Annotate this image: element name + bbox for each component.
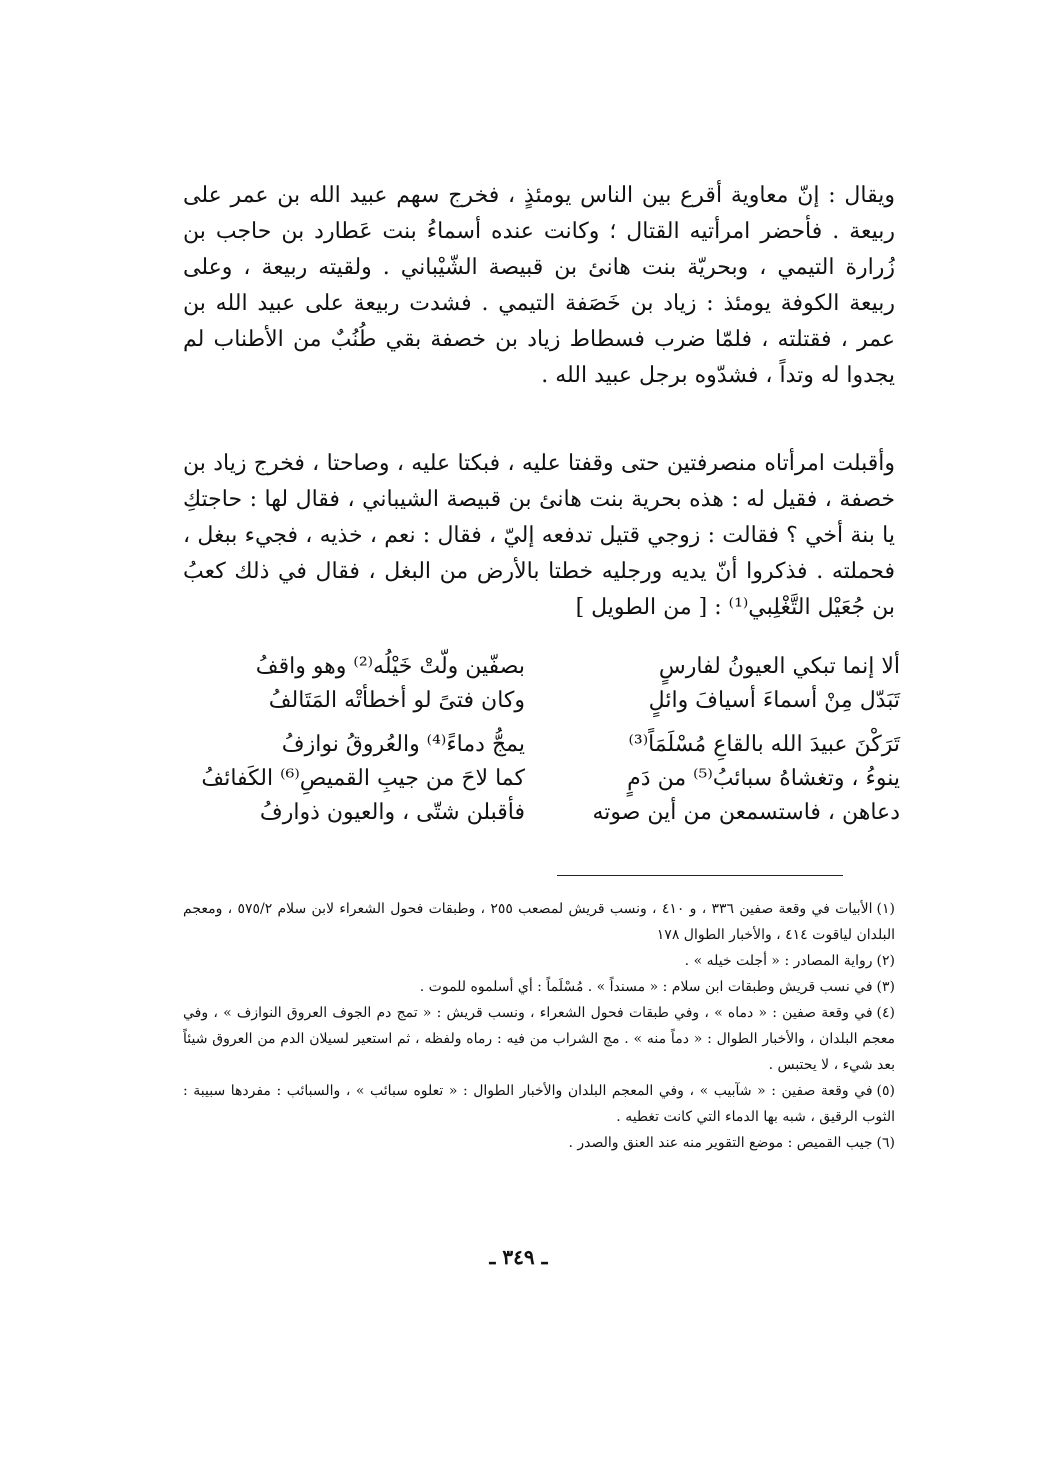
verse-line <box>201 762 900 796</box>
paragraph-1 <box>183 178 895 394</box>
footnote-number: (٤) <box>876 1005 895 1021</box>
paragraph-2-text: وأقبلت امرأتاه منصرفتين حتى وقفتا عليه ، فبكتا عليه ، وصاحتا ، فخرج زياد بن خصفة ، فقيل له : هذه بحرية بنت هانئ بن قبيصة الشيباني ، فقال لها : حاجتكِ يا بنة أخي ؟ فقالت : زوجي قتيل تدفعه إليّ ، فقال : نعم ، خذيه ، فجيء ببغل ، فحملته . فذكروا أنّ يديه ورجليه خطتا بالأرض من البغل ، فقال في ذلك كعبُ بن جُعَيْل التَّغْلِبي⁽¹⁾ : [ من الطويل ] <box>183 451 895 620</box>
footnote-number: (٢) <box>876 953 895 969</box>
verse-first-hemistich: تَرَكْنَ عبيدَ الله بالقاعِ مُسْلَمَاً⁽³⁾ <box>628 732 900 757</box>
footnote <box>183 1130 895 1156</box>
poem <box>201 650 900 830</box>
footnote-number: (٦) <box>876 1135 895 1151</box>
footnote <box>183 948 895 974</box>
verse-first-hemistich: دعاهن ، فاستسمعن من أين صوته <box>592 800 900 825</box>
footnote <box>183 1078 895 1130</box>
footnote <box>183 1000 895 1078</box>
verse-second-hemistich: بصفّين ولّتْ خَيْلُه⁽²⁾ وهو واقفُ <box>255 654 525 679</box>
verse-line <box>225 650 900 684</box>
footnote <box>183 974 895 1000</box>
verse-line <box>225 728 900 762</box>
footnote <box>183 896 895 948</box>
verse-second-hemistich: فأقبلن شتّى ، والعيون ذوارفُ <box>259 800 525 825</box>
footnotes <box>183 896 895 1156</box>
paragraph-2 <box>183 446 895 626</box>
verse-first-hemistich: ألا إنما تبكي العيونُ لفارسٍ <box>658 654 900 679</box>
footnote-separator <box>557 875 843 876</box>
footnote-number: (١) <box>876 901 895 917</box>
footnote-text: رواية المصادر : « أجلت خيله » . <box>684 953 873 969</box>
footnote-number: (٥) <box>876 1083 895 1099</box>
verse-second-hemistich: كما لاحَ من جيبِ القميصِ⁽⁶⁾ الكَفائفُ <box>201 766 525 791</box>
verse-line <box>225 684 900 718</box>
verse-line <box>225 796 900 830</box>
verse-first-hemistich: ينوءُ ، وتغشاهُ سبائبُ⁽⁵⁾ من دَمٍ <box>627 766 900 791</box>
verse-second-hemistich: وكان فتىً لو أخطأتْه المَتَالفُ <box>268 688 525 713</box>
verse-first-hemistich: تَبَدّل مِنْ أسماءَ أسيافَ وائلٍ <box>648 688 900 713</box>
verse-second-hemistich: يمجُّ دماءً⁽⁴⁾ والعُروقُ نوازفُ <box>281 732 525 757</box>
paragraph-1-text: ويقال : إنّ معاوية أقرع بين الناس يومئذٍ ، فخرج سهم عبيد الله بن عمر على ربيعة . فأحضر امرأتيه القتال ؛ وكانت عنده أسماءُ بنت عَطارد بن حاجب بن زُرارة التيمي ، وبحريّة بنت هانئ بن قبيصة الشّيْباني . ولقيته ربيعة ، وعلى ربيعة الكوفة يومئذ : زياد بن خَصَفة التيمي . فشدت ربيعة على عبيد الله بن عمر ، فقتلته ، فلمّا ضرب فسطاط زياد بن خصفة بقي طُنُبٌ من الأطناب لم يجدوا له وتداً ، فشدّوه برجل عبيد الله . <box>183 183 895 388</box>
footnote-text: في وقعة صفين : « دماه » ، وفي طبقات فحول الشعراء ، ونسب قريش : « تمج دم الجوف العروق النوازف » ، وفي معجم البلدان ، والأخبار الطوال : « دماً منه » . مج الشراب من فيه : رماه ولفظه ، ثم استعير لسيلان الدم من العروق شيئاً بعد شيء ، لا يحتبس . <box>183 1005 895 1073</box>
footnote-text: الأبيات في وقعة صفين ٣٣٦ ، و ٤١٠ ، ونسب قريش لمصعب ٢٥٥ ، وطبقات فحول الشعراء لابن سلام ٥٧٥/٢ ، ومعجم البلدان لياقوت ٤١٤ ، والأخبار الطوال ١٧٨ <box>183 901 895 943</box>
page-number: ـ ٣٤٩ ـ <box>489 1245 548 1269</box>
footnote-text: جيب القميص : موضع التقوير منه عند العنق والصدر . <box>568 1135 873 1151</box>
footnote-number: (٣) <box>876 979 895 995</box>
footnote-text: في نسب قريش وطبقات ابن سلام : « مسنداً » . مُسْلَماً : أي أسلموه للموت . <box>419 979 873 995</box>
footnote-text: في وقعة صفين : « شآبيب » ، وفي المعجم البلدان والأخبار الطوال : « تعلوه سبائب » ، والسبائب : مفردها سبيبة : الثوب الرقيق ، شبه بها الدماء التي كانت تغطيه . <box>183 1083 895 1125</box>
